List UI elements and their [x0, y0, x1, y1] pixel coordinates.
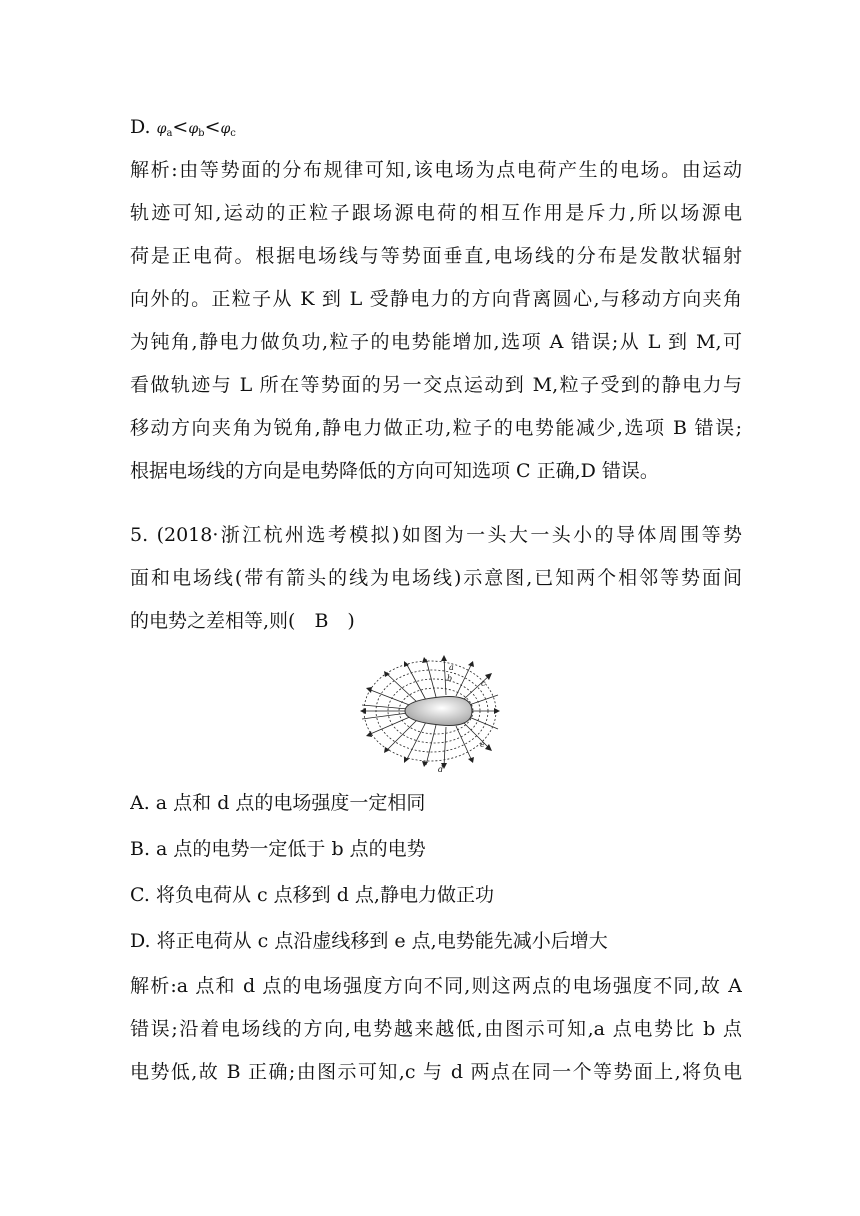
- option-5-d: D. 将正电荷从 c 点沿虚线移到 e 点,电势能先减小后增大: [130, 930, 608, 952]
- label-a: a: [449, 663, 454, 672]
- subscript-b: b: [198, 128, 205, 139]
- analysis-5-line-3: 电势低,故 B 正确;由图示可知,c 与 d 两点在同一个等势面上,将负电: [130, 1061, 742, 1083]
- option-5-a: A. a 点和 d 点的电场强度一定相同: [130, 792, 426, 814]
- phi-symbol: φ: [220, 121, 231, 137]
- analysis-4-line-6: 看做轨迹与 L 所在等势面的另一交点运动到 M,粒子受到的静电力与: [130, 374, 742, 396]
- phi-symbol: φ: [188, 121, 199, 137]
- label-b: b: [447, 674, 453, 683]
- less-than-sign: <: [172, 116, 189, 138]
- analysis-4-line-3: 荷是正电荷。根据电场线与等势面垂直,电场线的分布是发散状辐射: [130, 245, 742, 267]
- question-5-line-1: 5. (2018·浙江杭州选考模拟)如图为一头大一头小的导体周围等势: [130, 524, 742, 546]
- conductor-field-figure: [360, 653, 500, 773]
- option-5-c: C. 将负电荷从 c 点移到 d 点,静电力做正功: [130, 884, 494, 906]
- analysis-4-line-5: 为钝角,静电力做负功,粒子的电势能增加,选项 A 错误;从 L 到 M,可: [130, 331, 742, 353]
- conductor-body: [405, 697, 472, 726]
- analysis-4-line-1: 解析:由等势面的分布规律可知,该电场为点电荷产生的电场。由运动: [130, 159, 742, 181]
- analysis-5-line-2: 错误;沿着电场线的方向,电势越来越低,由图示可知,a 点电势比 b 点: [130, 1018, 742, 1040]
- phi-symbol: φ: [156, 121, 167, 137]
- analysis-4-line-4: 向外的。正粒子从 K 到 L 受静电力的方向背离圆心,与移动方向夹角: [130, 288, 742, 310]
- question-5-line-3: 的电势之差相等,则( B ): [130, 610, 355, 632]
- subscript-a: a: [166, 128, 173, 139]
- option-5-b: B. a 点的电势一定低于 b 点的电势: [130, 838, 426, 860]
- label-c: c: [481, 679, 486, 688]
- analysis-4-line-2: 轨迹可知,运动的正粒子跟场源电荷的相互作用是斥力,所以场源电: [130, 202, 742, 224]
- analysis-4-line-7: 移动方向夹角为锐角,静电力做正功,粒子的电势能减少,选项 B 错误;: [130, 417, 742, 439]
- analysis-4-line-8: 根据电场线的方向是电势降低的方向可知选项 C 正确,D 错误。: [130, 460, 659, 482]
- label-e: e: [480, 740, 485, 749]
- option-d-prefix: D.: [130, 116, 157, 138]
- label-d: d: [438, 765, 444, 773]
- question-5-line-2: 面和电场线(带有箭头的线为电场线)示意图,已知两个相邻等势面间: [130, 567, 742, 589]
- less-than-sign: <: [204, 116, 221, 138]
- subscript-c: c: [230, 128, 236, 139]
- analysis-5-line-1: 解析:a 点和 d 点的电场强度方向不同,则这两点的电场强度不同,故 A: [130, 975, 742, 997]
- option-d-previous: [130, 115, 742, 146]
